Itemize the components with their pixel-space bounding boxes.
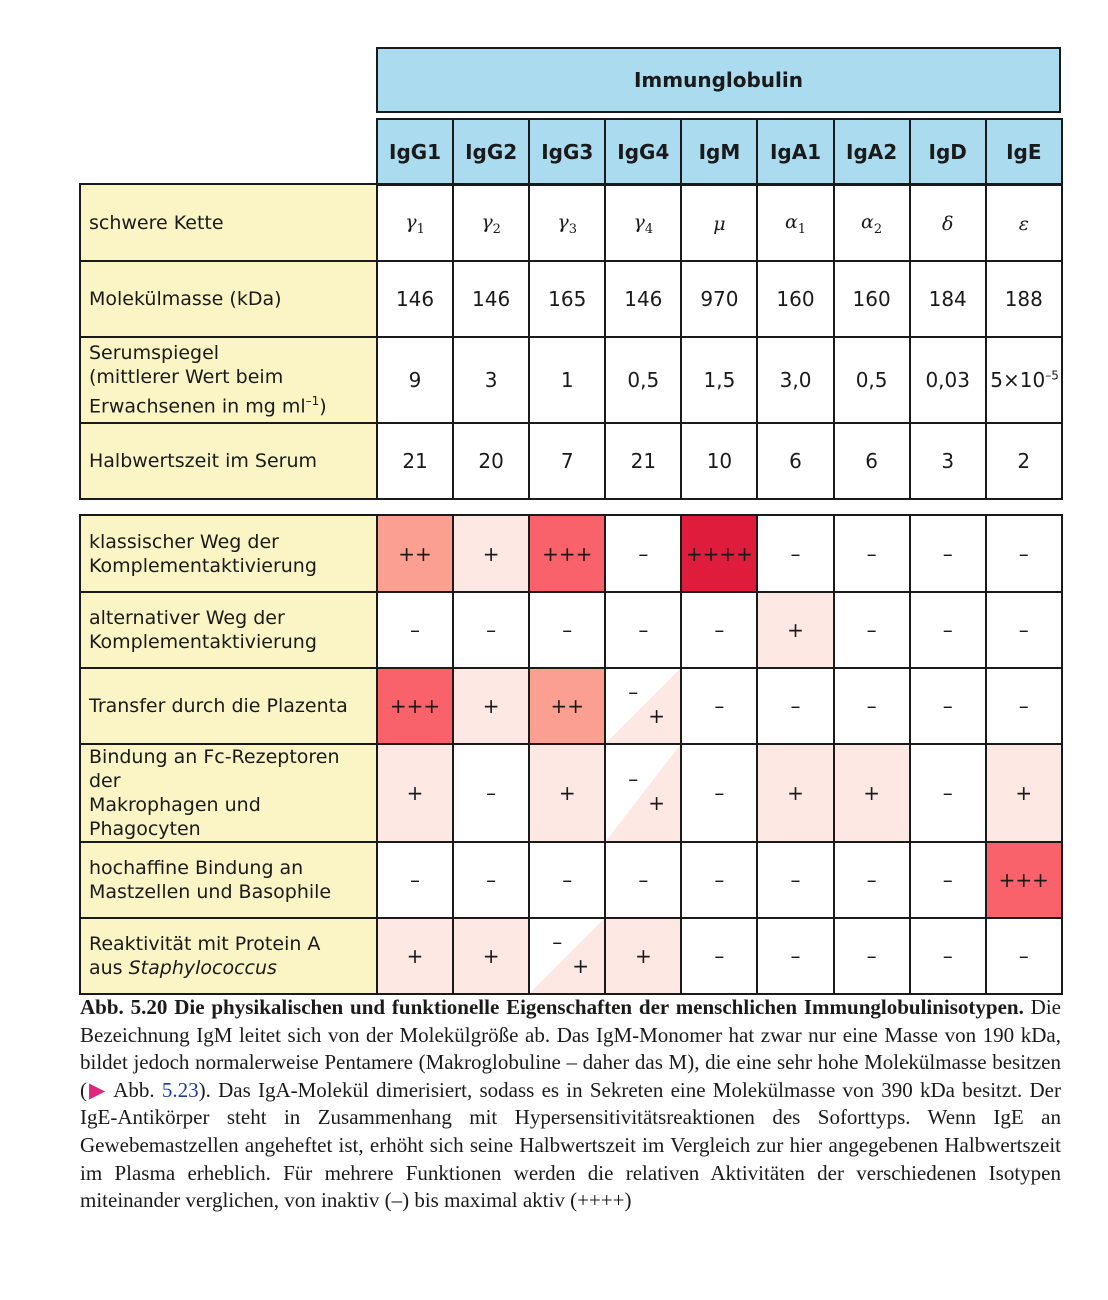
caption-text-a: Die Bezeichnung IgM leitet sich von der Molekülgröße ab. Das IgM-Monomer hat zwar nur eine Masse von 190 kDa, bildet jedoch normalerweise Pentamere (Makroglobuline – daher das M), die eine sehr hohe Molekülmasse besitzen ( bbox=[80, 995, 1061, 1102]
activity-cell bbox=[681, 744, 757, 842]
activity-value: – bbox=[942, 618, 953, 642]
activity-cell bbox=[910, 592, 986, 668]
activity-value-high: + bbox=[648, 791, 666, 815]
activity-cell bbox=[605, 744, 681, 842]
activity-value: + bbox=[1015, 781, 1033, 805]
activity-cell bbox=[681, 592, 757, 668]
activity-cell bbox=[834, 515, 910, 592]
activity-cell bbox=[377, 592, 453, 668]
figure-reference-link[interactable]: 5.23 bbox=[161, 1077, 199, 1102]
activity-value: – bbox=[410, 868, 421, 892]
activity-value: – bbox=[866, 944, 877, 968]
heavy-chain-cell bbox=[453, 184, 529, 261]
activity-cell bbox=[757, 842, 833, 918]
mass-cell bbox=[453, 261, 529, 337]
serum-exponent: –5 bbox=[1045, 368, 1059, 383]
heavy-chain-subscript: 2 bbox=[873, 221, 883, 237]
heavy-chain-cell bbox=[681, 184, 757, 261]
halflife-cell bbox=[757, 423, 833, 499]
figure-label: Abb. 5.20 bbox=[80, 995, 168, 1019]
activity-value: – bbox=[562, 618, 573, 642]
isotype-header-igg3: IgG3 bbox=[529, 119, 605, 185]
activity-cell bbox=[605, 592, 681, 668]
activity-value: – bbox=[866, 694, 877, 718]
halflife-cell bbox=[834, 423, 910, 499]
activity-cell bbox=[453, 744, 529, 842]
function-row bbox=[80, 744, 1062, 842]
heavy-chain-subscript: 2 bbox=[492, 221, 501, 237]
function-label-line1: Bindung an Fc-Rezeptoren der bbox=[89, 746, 340, 792]
halflife-value: 7 bbox=[560, 449, 574, 473]
mass-value: 146 bbox=[472, 287, 511, 311]
heavy-chain-symbol: $\alpha_1$ bbox=[784, 210, 807, 237]
function-label bbox=[80, 668, 377, 744]
activity-cell bbox=[605, 515, 681, 592]
activity-value: – bbox=[638, 541, 649, 566]
halflife-cell bbox=[453, 423, 529, 499]
activity-value: – bbox=[1018, 541, 1029, 566]
label-serum bbox=[80, 337, 377, 423]
activity-cell bbox=[681, 842, 757, 918]
activity-cell bbox=[377, 515, 453, 592]
activity-cell bbox=[529, 918, 605, 994]
activity-value: – bbox=[866, 618, 877, 642]
functional-properties-table bbox=[79, 514, 1063, 995]
activity-value: +++ bbox=[998, 868, 1049, 892]
serum-value: 1 bbox=[560, 368, 574, 392]
isotype-header-igg4: IgG4 bbox=[605, 119, 681, 185]
isotype-header-igg2: IgG2 bbox=[453, 119, 529, 185]
serum-label-end: ) bbox=[319, 395, 327, 418]
activity-value-low: – bbox=[628, 767, 639, 791]
heavy-chain-cell bbox=[834, 184, 910, 261]
activity-value-high: + bbox=[572, 954, 589, 978]
halflife-value: 20 bbox=[478, 449, 504, 473]
activity-cell bbox=[910, 668, 986, 744]
activity-cell bbox=[910, 842, 986, 918]
serum-label-line3: Erwachsenen in mg ml bbox=[89, 395, 306, 418]
halflife-value: 21 bbox=[402, 449, 428, 473]
function-row bbox=[80, 918, 1062, 994]
activity-value: – bbox=[790, 694, 801, 718]
heavy-chain-symbol: $\alpha_2$ bbox=[861, 210, 883, 237]
isotype-header-iga1: IgA1 bbox=[757, 119, 833, 185]
activity-cell bbox=[453, 592, 529, 668]
serum-cell bbox=[681, 337, 757, 423]
isotype-header-ige: IgE bbox=[986, 119, 1062, 185]
caption-text-b: ). Das IgA-Molekül dimerisiert, sodass es in Sekreten eine Molekülmasse von 390 kDa besitzt. Der IgE-Antikörper steht in Zusammenhang mit Hypersensitivitätsreaktionen des Soforttyps. Wenn IgE an Gewebemastzellen angeheftet ist, erhöht sich seine Halbwertszeit im Vergleich zur hier angegebenen Halbwertszeit im Plasma erheblich. Für mehrere Funktionen werden die relativen Aktivitäten der verschiedenen Isotypen miteinander verglichen, von inaktiv (–) bis maximal aktiv (++++) bbox=[80, 1077, 1061, 1213]
serum-label-line2: (mittlerer Wert beim bbox=[89, 366, 284, 389]
mass-value: 184 bbox=[928, 287, 967, 311]
activity-cell bbox=[834, 592, 910, 668]
serum-value: 5×10 bbox=[990, 368, 1046, 392]
heavy-chain-symbol: $\gamma_2$ bbox=[481, 210, 501, 237]
activity-value: – bbox=[790, 868, 801, 892]
activity-value: ++ bbox=[550, 694, 584, 718]
function-label-line2: Komplementaktivierung bbox=[89, 631, 317, 653]
serum-value: 3,0 bbox=[779, 368, 812, 392]
function-label-line1: hochaffine Bindung an bbox=[89, 857, 304, 879]
activity-value: + bbox=[863, 781, 880, 805]
heavy-chain-cell bbox=[910, 184, 986, 261]
activity-cell bbox=[377, 744, 453, 842]
activity-value: – bbox=[790, 541, 801, 566]
serum-cell bbox=[834, 337, 910, 423]
serum-cell bbox=[453, 337, 529, 423]
function-label-line2: Mastzellen und Basophile bbox=[89, 881, 332, 903]
function-label-line1: klassischer Weg der bbox=[89, 530, 279, 553]
serum-label-sup: –1 bbox=[305, 394, 320, 409]
activity-cell bbox=[453, 918, 529, 994]
activity-value-low: – bbox=[628, 680, 639, 704]
row-serum bbox=[80, 337, 1062, 423]
figure-title: Die physikalischen und funktionelle Eigenschaften der menschlichen Immunglobulinisotypen. bbox=[167, 995, 1024, 1019]
halflife-value: 10 bbox=[706, 449, 733, 473]
activity-value: – bbox=[1018, 618, 1029, 642]
activity-cell bbox=[757, 744, 833, 842]
activity-cell bbox=[910, 918, 986, 994]
activity-cell bbox=[757, 918, 833, 994]
heavy-chain-subscript: 1 bbox=[797, 221, 807, 237]
function-label-line2: Makrophagen und Phagocyten bbox=[89, 794, 261, 840]
activity-value: – bbox=[714, 944, 725, 968]
mass-cell bbox=[986, 261, 1062, 337]
serum-cell bbox=[605, 337, 681, 423]
caption-ref-prefix: Abb. bbox=[107, 1077, 162, 1102]
serum-label-line1: Serumspiegel bbox=[89, 342, 220, 365]
mass-value: 146 bbox=[624, 287, 663, 311]
heavy-chain-symbol: ε bbox=[1018, 212, 1029, 235]
isotype-header-row bbox=[377, 119, 1062, 185]
function-label-line1: Reaktivität mit Protein A bbox=[89, 933, 321, 955]
function-label bbox=[80, 744, 377, 842]
activity-value: + bbox=[634, 944, 652, 968]
halflife-cell bbox=[910, 423, 986, 499]
activity-value: – bbox=[638, 868, 649, 892]
heavy-chain-subscript: 1 bbox=[416, 221, 425, 237]
activity-cell bbox=[453, 515, 529, 592]
activity-cell bbox=[986, 668, 1062, 744]
heavy-chain-cell bbox=[377, 184, 453, 261]
activity-value: – bbox=[790, 944, 801, 968]
mass-value: 188 bbox=[1004, 287, 1043, 311]
isotype-header-iga2: IgA2 bbox=[834, 119, 910, 185]
activity-cell bbox=[377, 668, 453, 744]
activity-value: – bbox=[1018, 694, 1029, 718]
halflife-value: 21 bbox=[630, 449, 657, 473]
mass-value: 146 bbox=[395, 287, 435, 311]
activity-value: – bbox=[410, 618, 421, 642]
serum-cell bbox=[529, 337, 605, 423]
serum-value: 3 bbox=[484, 368, 498, 392]
activity-cell bbox=[529, 744, 605, 842]
activity-value: ++++ bbox=[685, 541, 753, 566]
activity-value: + bbox=[787, 781, 804, 805]
serum-value: 0,5 bbox=[855, 368, 888, 392]
mass-cell bbox=[834, 261, 910, 337]
activity-cell bbox=[834, 668, 910, 744]
row-halflife bbox=[80, 423, 1062, 499]
activity-cell bbox=[605, 842, 681, 918]
isotype-header-igg1: IgG1 bbox=[377, 119, 453, 185]
activity-value: ++ bbox=[398, 541, 432, 566]
heavy-chain-cell bbox=[757, 184, 833, 261]
mass-cell bbox=[605, 261, 681, 337]
activity-value: – bbox=[942, 944, 953, 968]
activity-cell bbox=[453, 668, 529, 744]
function-label-line1: alternativer Weg der bbox=[89, 607, 285, 629]
activity-value: + bbox=[406, 944, 424, 968]
activity-value: + bbox=[482, 944, 500, 968]
activity-cell bbox=[910, 515, 986, 592]
activity-value: + bbox=[787, 618, 804, 642]
halflife-cell bbox=[986, 423, 1062, 499]
mass-value: 160 bbox=[852, 287, 891, 311]
activity-cell bbox=[834, 842, 910, 918]
row-heavy-chain bbox=[80, 184, 1062, 261]
function-label bbox=[80, 918, 377, 994]
activity-value: – bbox=[942, 781, 953, 805]
activity-value: +++ bbox=[542, 541, 593, 566]
physical-properties-table bbox=[79, 183, 1063, 500]
mass-cell bbox=[681, 261, 757, 337]
mass-value: 160 bbox=[776, 287, 815, 311]
mass-value: 970 bbox=[700, 287, 739, 311]
function-label-line2: aus bbox=[89, 957, 129, 979]
header-title: Immunglobulin bbox=[633, 68, 803, 92]
activity-value: + bbox=[558, 781, 576, 805]
activity-cell bbox=[757, 515, 833, 592]
immunoglobulin-header bbox=[376, 47, 1061, 113]
halflife-cell bbox=[529, 423, 605, 499]
activity-value-high: + bbox=[648, 704, 666, 728]
activity-cell bbox=[834, 744, 910, 842]
mass-cell bbox=[757, 261, 833, 337]
mass-value: 165 bbox=[548, 287, 587, 311]
mass-cell bbox=[529, 261, 605, 337]
activity-cell bbox=[529, 668, 605, 744]
arrow-icon: ▶ bbox=[87, 1077, 108, 1102]
isotype-header-igm: IgM bbox=[681, 119, 757, 185]
activity-cell bbox=[681, 515, 757, 592]
activity-cell bbox=[529, 842, 605, 918]
mass-cell bbox=[377, 261, 453, 337]
activity-cell bbox=[453, 842, 529, 918]
activity-value: – bbox=[714, 618, 725, 642]
halflife-value: 6 bbox=[789, 449, 802, 473]
isotype-header-table bbox=[376, 118, 1063, 186]
function-label bbox=[80, 592, 377, 668]
serum-cell bbox=[377, 337, 453, 423]
function-row bbox=[80, 668, 1062, 744]
activity-cell bbox=[377, 918, 453, 994]
activity-value: + bbox=[482, 694, 500, 718]
activity-cell bbox=[986, 744, 1062, 842]
heavy-chain-cell bbox=[529, 184, 605, 261]
function-label-line1: Transfer durch die Plazenta bbox=[89, 695, 348, 717]
halflife-value: 6 bbox=[865, 449, 878, 473]
heavy-chain-cell bbox=[986, 184, 1062, 261]
function-row bbox=[80, 515, 1062, 592]
activity-cell bbox=[757, 668, 833, 744]
heavy-chain-symbol: $\gamma_3$ bbox=[557, 210, 578, 237]
activity-value: – bbox=[562, 868, 573, 892]
halflife-cell bbox=[681, 423, 757, 499]
activity-value: – bbox=[486, 781, 497, 805]
activity-value: – bbox=[714, 694, 725, 718]
serum-cell bbox=[757, 337, 833, 423]
heavy-chain-subscript: 3 bbox=[568, 221, 578, 237]
heavy-chain-subscript: 4 bbox=[644, 221, 654, 237]
isotype-header-igd: IgD bbox=[910, 119, 986, 185]
halflife-cell bbox=[377, 423, 453, 499]
serum-value: 1,5 bbox=[703, 368, 736, 392]
function-label bbox=[80, 515, 377, 592]
figure-caption bbox=[80, 994, 1061, 1215]
serum-cell bbox=[910, 337, 986, 423]
activity-cell bbox=[529, 592, 605, 668]
activity-cell bbox=[986, 515, 1062, 592]
function-label-italic: Staphylococcus bbox=[128, 957, 277, 979]
label-halflife: Halbwertszeit im Serum bbox=[80, 423, 377, 499]
activity-cell bbox=[529, 515, 605, 592]
activity-value: – bbox=[866, 541, 877, 566]
activity-value-low: – bbox=[552, 930, 563, 954]
activity-value: – bbox=[942, 541, 953, 566]
halflife-value: 2 bbox=[1017, 449, 1031, 473]
mass-cell bbox=[910, 261, 986, 337]
heavy-chain-symbol: δ bbox=[941, 212, 954, 235]
activity-value: – bbox=[714, 781, 725, 805]
heavy-chain-cell bbox=[605, 184, 681, 261]
activity-value: – bbox=[1018, 944, 1029, 968]
label-heavy-chain: schwere Kette bbox=[80, 184, 377, 261]
heavy-chain-symbol: μ bbox=[713, 212, 726, 235]
activity-cell bbox=[681, 918, 757, 994]
label-mass: Molekülmasse (kDa) bbox=[80, 261, 377, 337]
serum-cell bbox=[986, 337, 1062, 423]
activity-value: – bbox=[714, 868, 725, 892]
function-row bbox=[80, 842, 1062, 918]
activity-value: – bbox=[638, 618, 649, 642]
activity-value: – bbox=[486, 618, 497, 642]
halflife-cell bbox=[605, 423, 681, 499]
activity-cell bbox=[377, 842, 453, 918]
halflife-value: 3 bbox=[941, 449, 955, 473]
activity-cell bbox=[681, 668, 757, 744]
serum-value: 9 bbox=[408, 368, 422, 392]
activity-value: – bbox=[486, 868, 497, 892]
serum-value: 0,03 bbox=[925, 368, 970, 392]
activity-cell bbox=[605, 918, 681, 994]
row-mass bbox=[80, 261, 1062, 337]
function-label bbox=[80, 842, 377, 918]
activity-value: – bbox=[942, 868, 953, 892]
activity-value: +++ bbox=[389, 694, 441, 718]
activity-cell bbox=[910, 744, 986, 842]
activity-cell bbox=[986, 918, 1062, 994]
activity-cell bbox=[986, 842, 1062, 918]
serum-value: 0,5 bbox=[627, 368, 660, 392]
activity-value: + bbox=[482, 541, 500, 566]
activity-value: – bbox=[942, 694, 953, 718]
function-label-line2: Komplementaktivierung bbox=[89, 554, 317, 577]
activity-cell bbox=[986, 592, 1062, 668]
activity-cell bbox=[605, 668, 681, 744]
heavy-chain-symbol: $\gamma_4$ bbox=[633, 210, 654, 237]
heavy-chain-symbol: $\gamma_1$ bbox=[405, 210, 425, 237]
activity-value: – bbox=[866, 868, 877, 892]
function-row bbox=[80, 592, 1062, 668]
activity-cell bbox=[834, 918, 910, 994]
activity-cell bbox=[757, 592, 833, 668]
activity-value: + bbox=[406, 781, 424, 805]
